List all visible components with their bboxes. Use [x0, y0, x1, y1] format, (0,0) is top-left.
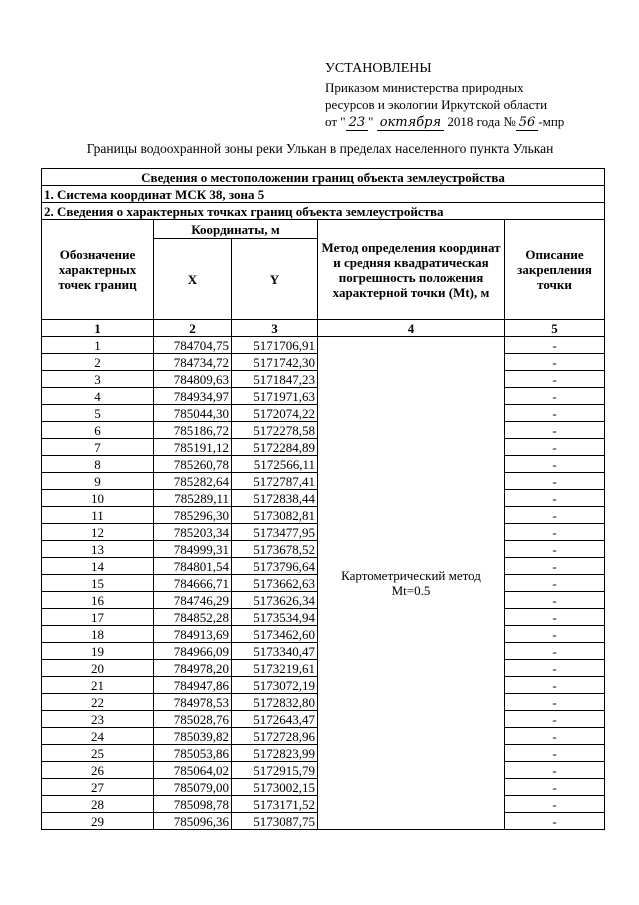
col-num-4: 4: [318, 320, 505, 337]
coord-y: 5173662,63: [232, 575, 318, 592]
coord-x: 785028,76: [154, 711, 232, 728]
point-number: 3: [42, 371, 154, 388]
fixing-description: -: [505, 660, 605, 677]
coord-x: 785079,00: [154, 779, 232, 796]
coord-y: 5173626,34: [232, 592, 318, 609]
col-x-header: X: [154, 239, 232, 320]
point-number: 8: [42, 456, 154, 473]
coord-x: 784704,75: [154, 337, 232, 354]
coord-y: 5173477,95: [232, 524, 318, 541]
fixing-description: -: [505, 796, 605, 813]
column-numbers-row: [42, 320, 605, 337]
fixing-description: -: [505, 762, 605, 779]
point-number: 15: [42, 575, 154, 592]
point-number: 18: [42, 626, 154, 643]
coord-x: 785296,30: [154, 507, 232, 524]
coord-x: 785044,30: [154, 405, 232, 422]
coord-y: 5173534,94: [232, 609, 318, 626]
col-num-2: 2: [154, 320, 232, 337]
table-body: [42, 169, 605, 830]
order-line-2: ресурсов и экологии Иркутской области: [325, 97, 548, 112]
section-title-row: [42, 169, 605, 186]
fixing-description: -: [505, 405, 605, 422]
col-coords-header: Координаты, м: [154, 220, 318, 239]
fixing-description: -: [505, 456, 605, 473]
approved-label: УСТАНОВЛЕНЫ: [325, 61, 432, 76]
coord-y: 5173796,64: [232, 558, 318, 575]
coord-y: 5173678,52: [232, 541, 318, 558]
point-number: 17: [42, 609, 154, 626]
coord-x: 785098,78: [154, 796, 232, 813]
coord-y: 5173002,15: [232, 779, 318, 796]
point-number: 28: [42, 796, 154, 813]
col-num-3: 3: [232, 320, 318, 337]
fixing-description: -: [505, 507, 605, 524]
point-number: 21: [42, 677, 154, 694]
method-accuracy: Mt=0.5: [391, 583, 431, 598]
point-number: 2: [42, 354, 154, 371]
col-num-1: 1: [42, 320, 154, 337]
table-row: [42, 337, 605, 354]
col-num-5: 5: [505, 320, 605, 337]
coord-y: 5172832,80: [232, 694, 318, 711]
coord-y: 5172284,89: [232, 439, 318, 456]
coord-y: 5172823,99: [232, 745, 318, 762]
coord-y: 5173340,47: [232, 643, 318, 660]
coord-x: 785186,72: [154, 422, 232, 439]
coord-x: 784978,53: [154, 694, 232, 711]
coord-x: 784801,54: [154, 558, 232, 575]
coord-y: 5172074,22: [232, 405, 318, 422]
point-number: 13: [42, 541, 154, 558]
col-desc-header: Описание закрепления точки: [505, 220, 605, 320]
fixing-description: -: [505, 473, 605, 490]
point-number: 12: [42, 524, 154, 541]
fixing-description: -: [505, 711, 605, 728]
coord-x: 784999,31: [154, 541, 232, 558]
point-number: 6: [42, 422, 154, 439]
coord-y: 5172838,44: [232, 490, 318, 507]
date-quote: ": [368, 114, 374, 129]
method-cell: [318, 337, 505, 830]
fixing-description: -: [505, 490, 605, 507]
col-point-header: Обозначение характерных точек границ: [42, 220, 154, 320]
coord-x: 784809,63: [154, 371, 232, 388]
points-title: 2. Сведения о характерных точках границ объекта землеустройства: [42, 203, 605, 220]
coord-y: 5172566,11: [232, 456, 318, 473]
coord-x: 784966,09: [154, 643, 232, 660]
coord-y: 5171706,91: [232, 337, 318, 354]
point-number: 14: [42, 558, 154, 575]
points-title-row: [42, 203, 605, 220]
date-month-handwritten: октября: [377, 115, 444, 131]
coord-y: 5173082,81: [232, 507, 318, 524]
point-number: 10: [42, 490, 154, 507]
point-number: 4: [42, 388, 154, 405]
method-name: Картометрический метод: [341, 568, 481, 583]
coord-x: 785053,86: [154, 745, 232, 762]
point-number: 27: [42, 779, 154, 796]
coord-x: 785039,82: [154, 728, 232, 745]
coord-x: 784947,86: [154, 677, 232, 694]
point-number: 1: [42, 337, 154, 354]
fixing-description: -: [505, 813, 605, 830]
coord-y: 5171847,23: [232, 371, 318, 388]
fixing-description: -: [505, 354, 605, 371]
coord-x: 785260,78: [154, 456, 232, 473]
fixing-description: -: [505, 694, 605, 711]
coord-x: 784913,69: [154, 626, 232, 643]
coord-x: 784746,29: [154, 592, 232, 609]
coord-x: 785203,34: [154, 524, 232, 541]
point-number: 11: [42, 507, 154, 524]
coord-y: 5172915,79: [232, 762, 318, 779]
coord-system-row: [42, 186, 605, 203]
header-row-1: [42, 220, 605, 239]
fixing-description: -: [505, 558, 605, 575]
point-number: 20: [42, 660, 154, 677]
document-title: Границы водоохранной зоны реки Улькан в пределах населенного пункта Улькан: [86, 141, 554, 156]
date-day-handwritten: 23: [346, 115, 369, 131]
coord-y: 5173219,61: [232, 660, 318, 677]
coord-x: 784852,28: [154, 609, 232, 626]
coord-y: 5172787,41: [232, 473, 318, 490]
coord-x: 784934,97: [154, 388, 232, 405]
fixing-description: -: [505, 643, 605, 660]
fixing-description: -: [505, 575, 605, 592]
fixing-description: -: [505, 337, 605, 354]
coord-x: 785282,64: [154, 473, 232, 490]
fixing-description: -: [505, 592, 605, 609]
coord-y: 5173087,75: [232, 813, 318, 830]
fixing-description: -: [505, 541, 605, 558]
coord-x: 785064,02: [154, 762, 232, 779]
coord-y: 5172643,47: [232, 711, 318, 728]
fixing-description: -: [505, 388, 605, 405]
order-line-1: Приказом министерства природных: [325, 80, 524, 95]
point-number: 5: [42, 405, 154, 422]
point-number: 16: [42, 592, 154, 609]
coord-x: 784666,71: [154, 575, 232, 592]
section-title: Сведения о местоположении границ объекта землеустройства: [42, 169, 605, 186]
point-number: 7: [42, 439, 154, 456]
date-year: 2018 года №: [447, 114, 516, 129]
fixing-description: -: [505, 439, 605, 456]
order-number-handwritten: 56: [516, 115, 539, 131]
point-number: 19: [42, 643, 154, 660]
fixing-description: -: [505, 677, 605, 694]
coord-y: 5171971,63: [232, 388, 318, 405]
coord-x: 785096,36: [154, 813, 232, 830]
fixing-description: -: [505, 745, 605, 762]
fixing-description: -: [505, 609, 605, 626]
coord-y: 5173072,19: [232, 677, 318, 694]
coord-y: 5172728,96: [232, 728, 318, 745]
point-number: 29: [42, 813, 154, 830]
coord-system: 1. Система координат МСК 38, зона 5: [42, 186, 605, 203]
fixing-description: -: [505, 371, 605, 388]
coord-y: 5172278,58: [232, 422, 318, 439]
fixing-description: -: [505, 422, 605, 439]
boundary-table: [41, 168, 605, 830]
point-number: 22: [42, 694, 154, 711]
point-number: 9: [42, 473, 154, 490]
coord-x: 785289,11: [154, 490, 232, 507]
point-number: 23: [42, 711, 154, 728]
order-date-line: [325, 113, 625, 131]
fixing-description: -: [505, 728, 605, 745]
point-number: 24: [42, 728, 154, 745]
coord-x: 784734,72: [154, 354, 232, 371]
coord-y: 5173462,60: [232, 626, 318, 643]
fixing-description: -: [505, 626, 605, 643]
approval-stamp: [325, 60, 625, 131]
order-suffix: -мпр: [538, 114, 565, 129]
col-method-header: Метод определения координат и средняя квадратическая погрешность положения характерной точки (Mt), м: [318, 220, 505, 320]
col-y-header: Y: [232, 239, 318, 320]
coord-y: 5171742,30: [232, 354, 318, 371]
fixing-description: -: [505, 779, 605, 796]
fixing-description: -: [505, 524, 605, 541]
coord-x: 785191,12: [154, 439, 232, 456]
date-prefix: от ": [325, 114, 346, 129]
coord-y: 5173171,52: [232, 796, 318, 813]
point-number: 25: [42, 745, 154, 762]
coord-x: 784978,20: [154, 660, 232, 677]
point-number: 26: [42, 762, 154, 779]
